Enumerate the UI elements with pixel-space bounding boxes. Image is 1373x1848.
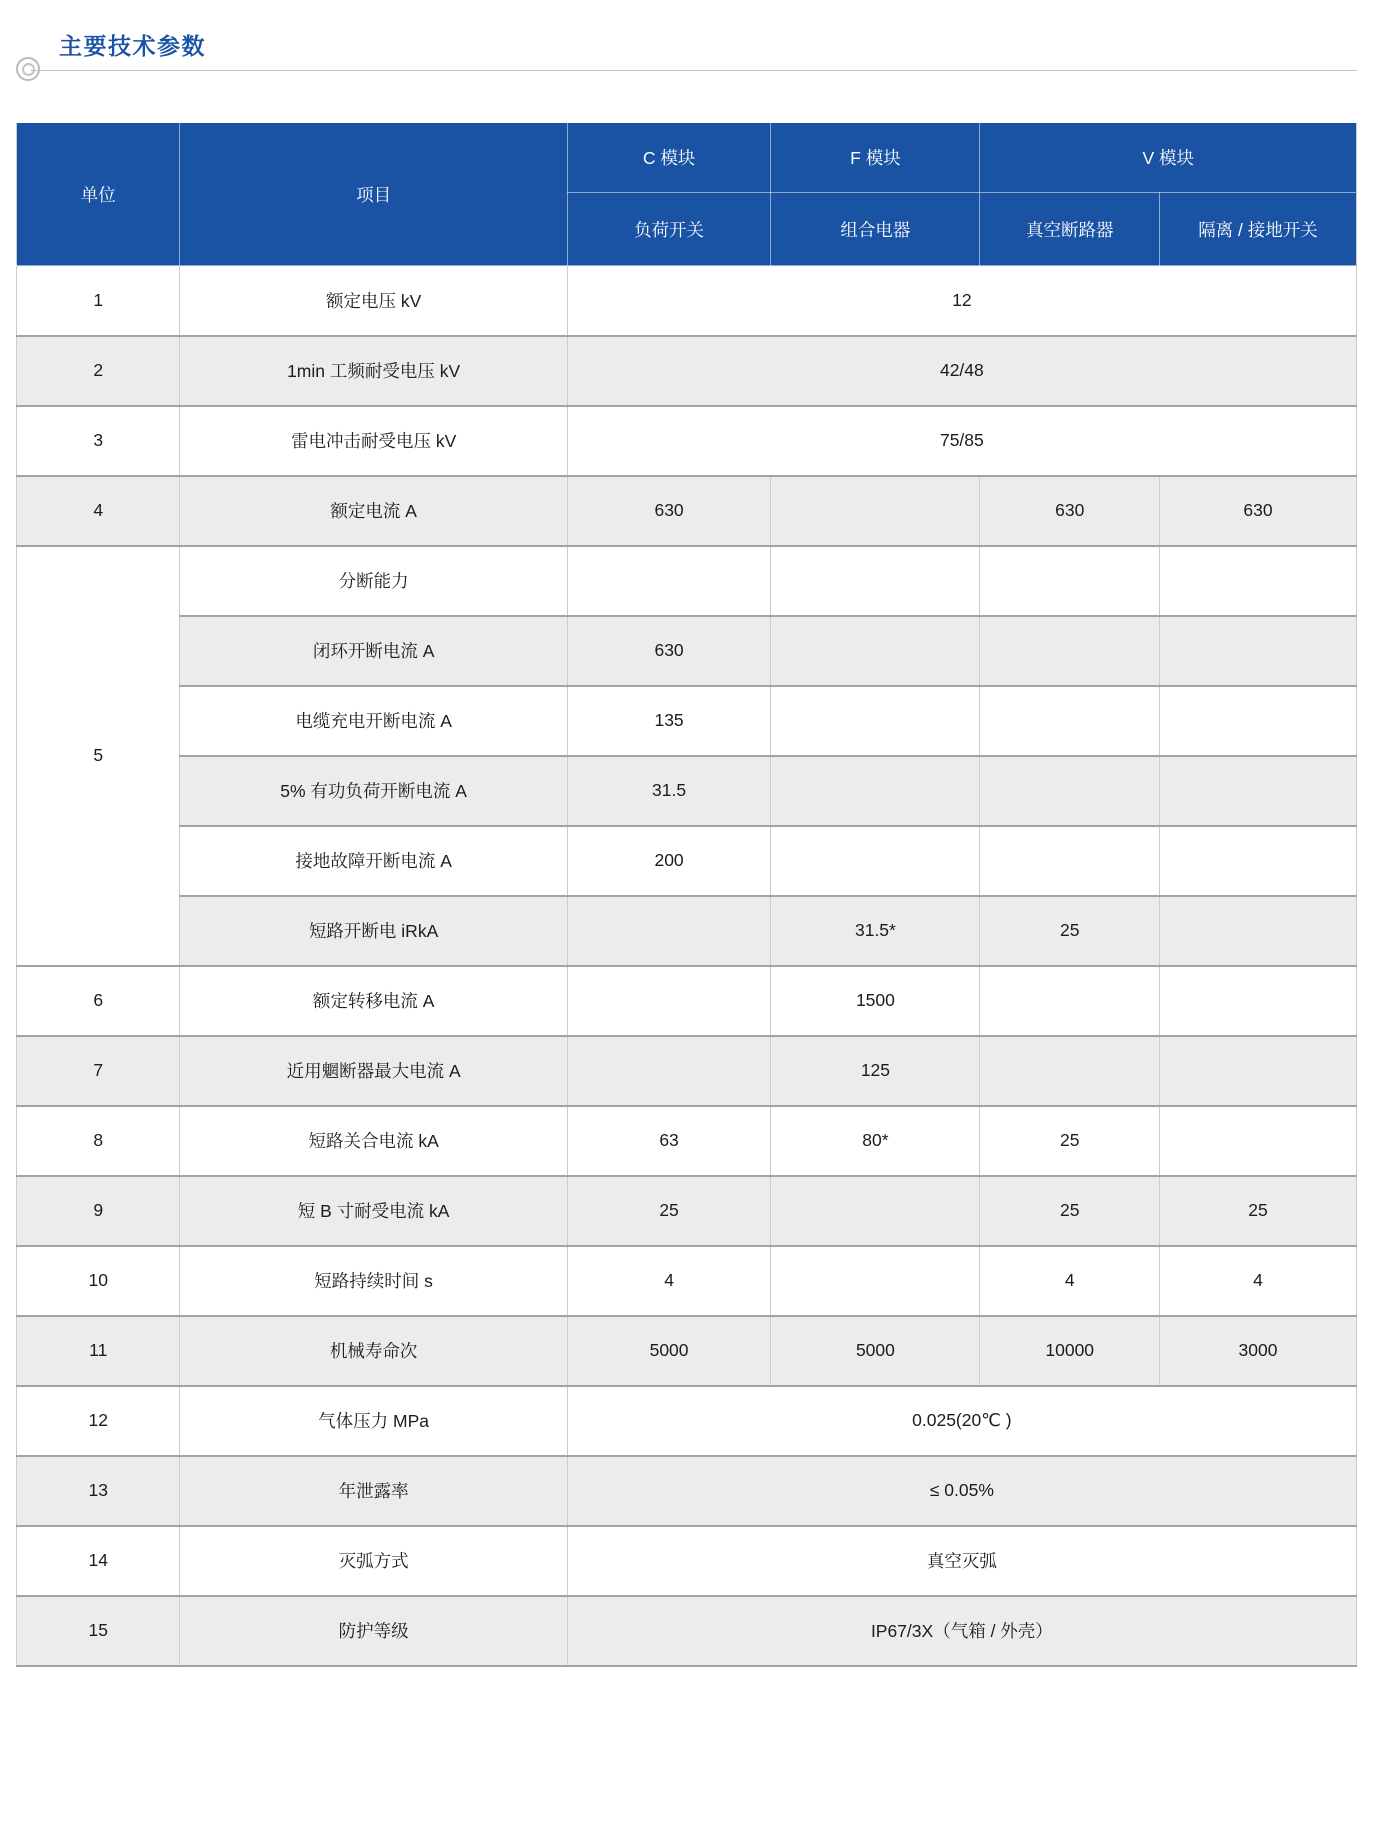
row-value: 3000 bbox=[1159, 1316, 1356, 1386]
row-number: 12 bbox=[17, 1386, 180, 1456]
table-row bbox=[17, 896, 1357, 966]
col-header-item: 项目 bbox=[180, 123, 567, 266]
row-value: 630 bbox=[1159, 476, 1356, 546]
row-value-merged: IP67/3X（气箱 / 外壳） bbox=[567, 1596, 1356, 1666]
row-value bbox=[1159, 966, 1356, 1036]
row-value: 4 bbox=[567, 1246, 771, 1316]
row-value bbox=[980, 1036, 1160, 1106]
ring-bullet-icon bbox=[16, 57, 40, 81]
row-value bbox=[1159, 1036, 1356, 1106]
row-value bbox=[1159, 826, 1356, 896]
table-body bbox=[17, 266, 1357, 1666]
table-row bbox=[17, 686, 1357, 756]
row-value bbox=[980, 966, 1160, 1036]
row-value: 25 bbox=[980, 1176, 1160, 1246]
row-value bbox=[1159, 896, 1356, 966]
row-value bbox=[771, 476, 980, 546]
row-number: 2 bbox=[17, 336, 180, 406]
row-item-label: 接地故障开断电流 A bbox=[180, 826, 567, 896]
col-header-combined-apparatus: 组合电器 bbox=[771, 193, 980, 266]
row-item-label: 短 B 寸耐受电流 kA bbox=[180, 1176, 567, 1246]
row-value bbox=[567, 966, 771, 1036]
row-value bbox=[1159, 756, 1356, 826]
row-value: 63 bbox=[567, 1106, 771, 1176]
col-header-vacuum-circuit-breaker: 真空断路器 bbox=[980, 193, 1160, 266]
technical-parameters-table bbox=[16, 123, 1357, 1667]
row-value bbox=[980, 546, 1160, 616]
row-item-label: 闭环开断电流 A bbox=[180, 616, 567, 686]
col-header-isolation-earthing-switch: 隔离 / 接地开关 bbox=[1159, 193, 1356, 266]
row-value bbox=[1159, 686, 1356, 756]
row-item-label: 近用魍断器最大电流 A bbox=[180, 1036, 567, 1106]
table-row bbox=[17, 1526, 1357, 1596]
table-row bbox=[17, 546, 1357, 616]
row-value: 5000 bbox=[771, 1316, 980, 1386]
row-value-merged: 12 bbox=[567, 266, 1356, 336]
row-item-label: 电缆充电开断电流 A bbox=[180, 686, 567, 756]
row-item-label: 年泄露率 bbox=[180, 1456, 567, 1526]
row-number: 3 bbox=[17, 406, 180, 476]
table-row bbox=[17, 336, 1357, 406]
row-item-label: 防护等级 bbox=[180, 1596, 567, 1666]
table-row bbox=[17, 1386, 1357, 1456]
row-value-merged: 75/85 bbox=[567, 406, 1356, 476]
table-row bbox=[17, 1036, 1357, 1106]
row-number: 10 bbox=[17, 1246, 180, 1316]
row-item-label: 短路关合电流 kA bbox=[180, 1106, 567, 1176]
row-value bbox=[771, 1176, 980, 1246]
row-value-merged: 真空灭弧 bbox=[567, 1526, 1356, 1596]
table-row bbox=[17, 756, 1357, 826]
row-value: 31.5* bbox=[771, 896, 980, 966]
row-value: 630 bbox=[567, 476, 771, 546]
row-number: 13 bbox=[17, 1456, 180, 1526]
table-row bbox=[17, 406, 1357, 476]
row-item-label: 机械寿命次 bbox=[180, 1316, 567, 1386]
row-number: 8 bbox=[17, 1106, 180, 1176]
row-item-label: 5% 有功负荷开断电流 A bbox=[180, 756, 567, 826]
row-number: 11 bbox=[17, 1316, 180, 1386]
row-number: 1 bbox=[17, 266, 180, 336]
table-row bbox=[17, 966, 1357, 1036]
row-value bbox=[1159, 616, 1356, 686]
row-value bbox=[980, 686, 1160, 756]
row-value bbox=[771, 686, 980, 756]
row-number: 6 bbox=[17, 966, 180, 1036]
row-number: 14 bbox=[17, 1526, 180, 1596]
row-value bbox=[771, 756, 980, 826]
table-row bbox=[17, 1246, 1357, 1316]
section-title: 主要技术参数 bbox=[59, 33, 206, 59]
row-value bbox=[980, 826, 1160, 896]
row-value: 25 bbox=[980, 1106, 1160, 1176]
row-value: 4 bbox=[1159, 1246, 1356, 1316]
row-value: 125 bbox=[771, 1036, 980, 1106]
row-item-label: 1min 工频耐受电压 kV bbox=[180, 336, 567, 406]
row-value bbox=[771, 1246, 980, 1316]
table-row bbox=[17, 1316, 1357, 1386]
table-row bbox=[17, 1456, 1357, 1526]
col-header-unit: 单位 bbox=[17, 123, 180, 266]
table-row bbox=[17, 616, 1357, 686]
row-value: 25 bbox=[980, 896, 1160, 966]
row-item-label: 短路持续时间 s bbox=[180, 1246, 567, 1316]
row-value bbox=[567, 546, 771, 616]
col-group-v-module: V 模块 bbox=[980, 123, 1357, 193]
row-value bbox=[1159, 1106, 1356, 1176]
row-item-label: 额定电流 A bbox=[180, 476, 567, 546]
row-value bbox=[980, 616, 1160, 686]
row-item-label: 雷电冲击耐受电压 kV bbox=[180, 406, 567, 476]
row-value: 4 bbox=[980, 1246, 1160, 1316]
row-value: 31.5 bbox=[567, 756, 771, 826]
row-value bbox=[567, 896, 771, 966]
row-value: 630 bbox=[567, 616, 771, 686]
table-row bbox=[17, 826, 1357, 896]
row-item-label: 气体压力 MPa bbox=[180, 1386, 567, 1456]
row-value bbox=[771, 826, 980, 896]
row-value bbox=[1159, 546, 1356, 616]
table-row bbox=[17, 1176, 1357, 1246]
row-value: 80* bbox=[771, 1106, 980, 1176]
header-row-groups bbox=[17, 123, 1357, 193]
row-value bbox=[567, 1036, 771, 1106]
row-value-merged: ≤ 0.05% bbox=[567, 1456, 1356, 1526]
table-row bbox=[17, 1596, 1357, 1666]
row-item-label: 额定转移电流 A bbox=[180, 966, 567, 1036]
ring-bullet-inner-icon bbox=[22, 63, 35, 76]
row-number: 15 bbox=[17, 1596, 180, 1666]
row-value bbox=[771, 546, 980, 616]
row-value: 200 bbox=[567, 826, 771, 896]
heading-divider-line bbox=[31, 70, 1357, 71]
row-number: 4 bbox=[17, 476, 180, 546]
row-item-label: 短路开断电 iRkA bbox=[180, 896, 567, 966]
section-heading bbox=[0, 0, 1373, 103]
row-value-merged: 42/48 bbox=[567, 336, 1356, 406]
row-value: 135 bbox=[567, 686, 771, 756]
table-row bbox=[17, 476, 1357, 546]
row-item-label: 灭弧方式 bbox=[180, 1526, 567, 1596]
row-value: 25 bbox=[567, 1176, 771, 1246]
row-value: 25 bbox=[1159, 1176, 1356, 1246]
row-item-label: 分断能力 bbox=[180, 546, 567, 616]
row-value: 10000 bbox=[980, 1316, 1160, 1386]
row-value: 1500 bbox=[771, 966, 980, 1036]
row-value bbox=[980, 756, 1160, 826]
row-number: 7 bbox=[17, 1036, 180, 1106]
table-row bbox=[17, 1106, 1357, 1176]
row-value-merged: 0.025(20℃ ) bbox=[567, 1386, 1356, 1456]
row-value: 630 bbox=[980, 476, 1160, 546]
col-header-load-switch: 负荷开关 bbox=[567, 193, 771, 266]
col-group-f-module: F 模块 bbox=[771, 123, 980, 193]
row-value: 5000 bbox=[567, 1316, 771, 1386]
row-number: 9 bbox=[17, 1176, 180, 1246]
table-header bbox=[17, 123, 1357, 266]
table-row bbox=[17, 266, 1357, 336]
row-item-label: 额定电压 kV bbox=[180, 266, 567, 336]
col-group-c-module: C 模块 bbox=[567, 123, 771, 193]
row-number: 5 bbox=[17, 546, 180, 966]
row-value bbox=[771, 616, 980, 686]
